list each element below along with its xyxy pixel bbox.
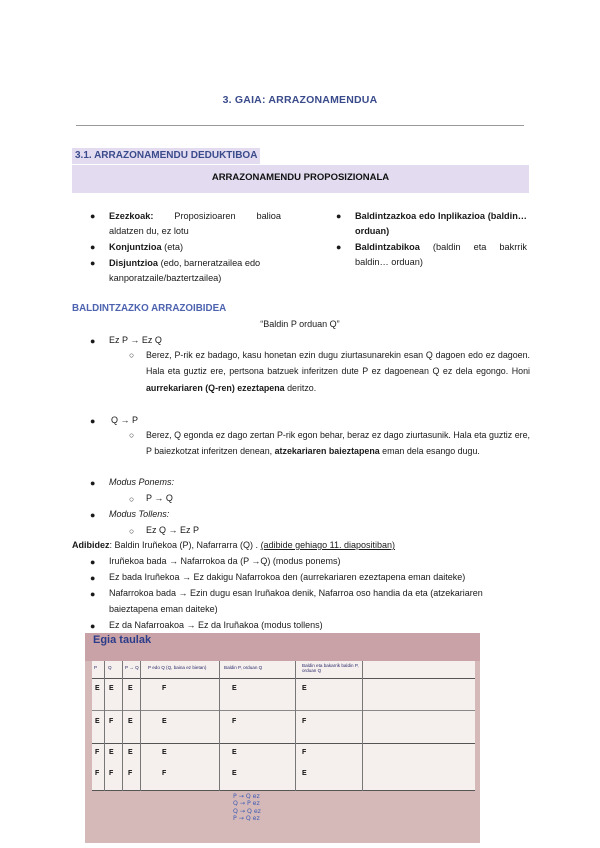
table-header: P	[94, 665, 98, 670]
photo-title: Egia taulak	[93, 634, 152, 646]
rule-item-1: Ez P → Ez Q	[109, 335, 162, 345]
topic-band-title: ARRAZONAMENDU PROPOSIZIONALA	[211, 172, 390, 183]
table-cell: F	[302, 749, 307, 756]
example-item: Ez bada Iruñekoa → Ez dakigu Nafarrokoa den (aurrekariaren ezeztapena eman daiteke)	[109, 572, 466, 582]
table-col-rule	[140, 661, 141, 791]
bullet-icon: ●	[90, 211, 96, 221]
list-item: ● Ezezkoak: Proposizioaren balioa aldatzen du, ez lotu	[90, 211, 281, 236]
example-item: Iruñekoa bada → Nafarrokoa da (P →Q) (modus ponems)	[109, 556, 341, 566]
handwritten-formulas: P → Q ez Q → P ez Q → Q ez P → Q ez	[233, 793, 261, 823]
modus-tollens-label: Modus Tollens:	[109, 509, 170, 519]
example-item: Nafarrokoa bada → Ezin dugu esan Iruñakoa denik, Nafarroa oso handia da eta (atzekariaren baieztapena eman daiteke)	[109, 588, 483, 614]
table-cell: F	[95, 749, 100, 756]
truth-table	[92, 661, 475, 791]
table-cell: E	[162, 749, 167, 756]
table-row-rule	[92, 710, 475, 711]
modus-tollens-formula: Ez Q → Ez P	[146, 525, 200, 535]
bullet-icon: ●	[90, 589, 96, 599]
table-cell: F	[109, 718, 114, 725]
circle-bullet-icon: ○	[129, 526, 135, 536]
table-cell: E	[232, 749, 237, 756]
bullet-icon: ●	[336, 242, 342, 252]
circle-bullet-icon: ○	[129, 494, 135, 504]
bullet-icon: ●	[336, 211, 342, 221]
truth-table-photo	[85, 633, 480, 843]
table-cell: F	[95, 770, 100, 777]
table-cell: E	[302, 685, 307, 692]
table-col-rule	[122, 661, 123, 791]
rule-item-2: Q → P	[111, 415, 139, 425]
table-col-rule	[295, 661, 296, 791]
bullet-icon: ●	[90, 510, 96, 520]
circle-bullet-icon: ○	[129, 430, 135, 440]
rule-item-1-explanation: Berez, P-rik ez badago, kasu honetan ezin dugu ziurtasunarekin esan Q dagoen edo ez dagoen. Hala eta guztiz ere, pertsona batzuek inferitzen dute P ez dagoenean Q ez dela egongo. Honi aurrekariaren (Q-ren) ezeztapena deritzo.	[146, 350, 530, 393]
table-cell: E	[95, 685, 100, 692]
table-header: P edo Q (Q, baina ez bietan)	[148, 665, 207, 670]
table-cell: E	[162, 718, 167, 725]
bullet-icon: ●	[90, 573, 96, 583]
rule-item-2-explanation: Berez, Q egonda ez dago zertan P-rik egon behar, beraz ez dago ziurtasunik. Hala eta guztiz ere, P baiezkotzat inferitzen denean, atzekariaren baieztapena eman dela esango dugu.	[146, 430, 530, 457]
section-heading: 3.1. ARRAZONAMENDU DEDUKTIBOA	[72, 148, 260, 164]
table-cell: F	[109, 770, 114, 777]
modus-ponens-label: Modus Ponems:	[109, 477, 175, 487]
table-col-rule	[219, 661, 220, 791]
subheading: BALDINTZAZKO ARRAZOIBIDEA	[72, 303, 227, 314]
table-cell: F	[162, 770, 167, 777]
bullet-icon: ●	[90, 621, 96, 631]
connectives-list-right	[336, 209, 527, 271]
bullet-icon: ●	[90, 242, 96, 252]
bullet-icon: ●	[90, 336, 96, 346]
table-header: Q	[108, 665, 112, 670]
example-intro: Adibidez: Baldin Iruñekoa (P), Nafarrarra (Q) . (adibide gehiago 11. diapositiban)	[72, 540, 395, 550]
table-cell: E	[128, 685, 133, 692]
page-title: 3. GAIA: ARRAZONAMENDUA	[222, 94, 378, 106]
circle-bullet-icon: ○	[129, 350, 135, 360]
list-item: ● Baldintzabikoa (baldin eta bakrrik baldin… orduan)	[336, 242, 527, 267]
table-cell: E	[95, 718, 100, 725]
table-header: Baldin eta bakarrik baldin P, orduan Q	[302, 663, 359, 673]
bullet-icon: ●	[90, 557, 96, 567]
table-header: Baldin P, orduan Q	[224, 665, 263, 670]
table-cell: E	[128, 718, 133, 725]
modus-ponens-formula: P → Q	[146, 493, 173, 503]
table-row-rule	[92, 790, 475, 791]
list-item: ● Konjuntzioa (eta)	[109, 240, 281, 255]
table-cell: E	[232, 685, 237, 692]
slide-reference-link[interactable]: (adibide gehiago 11. diapositiban)	[260, 540, 395, 550]
bullet-icon: ●	[90, 478, 96, 488]
table-row-rule	[92, 743, 475, 744]
table-col-rule	[362, 661, 363, 791]
list-item: ● Disjuntzioa (edo, barneratzailea edo kanporatzaile/baztertzailea)	[90, 258, 261, 283]
table-cell: F	[162, 685, 167, 692]
quote: “Baldin P orduan Q”	[260, 319, 340, 329]
table-cell: F	[302, 718, 307, 725]
connectives-list-left	[90, 209, 281, 287]
list-item: ● Baldintzazkoa edo Inplikazioa (baldin… orduan)	[336, 211, 527, 236]
table-cell: F	[232, 718, 237, 725]
table-header: P → Q	[125, 665, 139, 670]
example-item: Ez da Nafarroakoa → Ez da Iruñakoa (modus tollens)	[109, 620, 323, 630]
table-cell: E	[109, 749, 114, 756]
bullet-icon: ●	[90, 258, 96, 268]
title-divider	[76, 125, 524, 126]
table-cell: E	[302, 770, 307, 777]
table-cell: E	[232, 770, 237, 777]
table-col-rule	[104, 661, 105, 791]
bullet-icon: ●	[90, 416, 96, 426]
table-cell: E	[128, 749, 133, 756]
table-cell: F	[128, 770, 133, 777]
table-cell: E	[109, 685, 114, 692]
